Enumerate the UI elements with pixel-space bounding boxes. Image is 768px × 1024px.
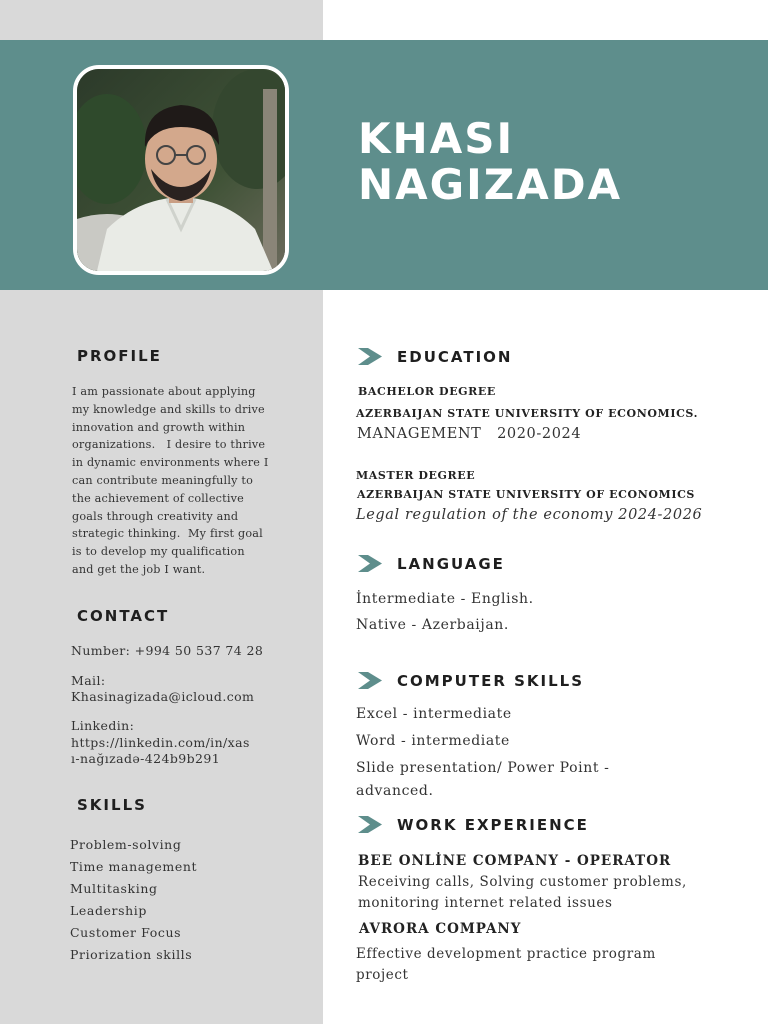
chevron-right-icon <box>358 816 382 833</box>
master-degree: MASTER DEGREE <box>356 469 476 482</box>
profile-line: organizations. I desire to thrive <box>72 438 266 452</box>
profile-heading: PROFILE <box>77 347 162 365</box>
job-title: BEE ONLİNE COMPANY - OPERATOR <box>358 853 672 869</box>
phone-number: Number: +994 50 537 74 28 <box>71 643 264 658</box>
mail-label: Mail: <box>71 673 106 688</box>
skill-item: Time management <box>70 859 198 874</box>
skills-heading: SKILLS <box>77 796 147 814</box>
portrait-image <box>77 69 285 271</box>
skill-item: Customer Focus <box>70 925 182 940</box>
job-description: Effective development practice program <box>356 946 656 962</box>
contact-heading: CONTACT <box>77 607 170 625</box>
chevron-right-icon <box>358 348 382 365</box>
linkedin-link-line2[interactable]: ı-nağızadə-424b9b291 <box>71 751 221 766</box>
bachelor-school: AZERBAIJAN STATE UNIVERSITY OF ECONOMICS. <box>356 407 698 420</box>
computer-skill-item: Word - intermediate <box>356 733 510 749</box>
profile-line: strategic thinking. My first goal <box>72 527 263 541</box>
linkedin-link-line1[interactable]: https://linkedin.com/in/xas <box>71 735 250 750</box>
profile-line: can contribute meaningfully to <box>72 473 254 487</box>
candidate-name <box>358 116 622 208</box>
chevron-right-icon <box>358 555 382 572</box>
work-experience-heading: WORK EXPERIENCE <box>397 816 589 834</box>
skill-item: Priorization skills <box>70 947 193 962</box>
profile-line: is to develop my qualification <box>72 545 245 559</box>
computer-skill-item: Slide presentation/ Power Point - <box>356 760 610 776</box>
master-detail: Legal regulation of the economy 2024-2026 <box>356 507 703 523</box>
profile-line: I am passionate about applying <box>72 385 256 398</box>
language-heading: LANGUAGE <box>397 555 505 573</box>
profile-line: the achievement of collective <box>72 491 244 505</box>
job-description: project <box>356 967 409 983</box>
linkedin-label: Linkedin: <box>71 718 135 733</box>
profile-line: in dynamic environments where I <box>72 456 269 470</box>
computer-skills-heading: COMPUTER SKILLS <box>397 672 585 690</box>
computer-skill-item: advanced. <box>356 783 434 799</box>
bachelor-detail: MANAGEMENT 2020-2024 <box>357 426 582 442</box>
profile-line: goals through creativity and <box>72 509 239 523</box>
skill-item: Problem-solving <box>70 837 182 852</box>
skill-item: Leadership <box>70 903 147 918</box>
skills-list <box>70 834 197 966</box>
profile-line: innovation and growth within <box>72 420 246 434</box>
email-link[interactable]: Khasinagizada@icloud.com <box>71 689 255 704</box>
job-description: monitoring internet related issues <box>358 895 613 911</box>
education-heading: EDUCATION <box>397 348 513 366</box>
job-title: AVRORA COMPANY <box>359 921 522 937</box>
job-description: Receiving calls, Solving customer problems, <box>358 874 687 890</box>
profile-photo <box>73 65 289 275</box>
first-name: KHASI <box>358 114 515 163</box>
skill-item: Multitasking <box>70 881 158 896</box>
master-school: AZERBAIJAN STATE UNIVERSITY OF ECONOMICS <box>357 488 695 501</box>
last-name: NAGIZADA <box>358 160 623 209</box>
computer-skill-item: Excel - intermediate <box>356 706 512 722</box>
profile-line: my knowledge and skills to drive <box>72 402 265 416</box>
chevron-right-icon <box>358 672 382 689</box>
bachelor-degree: BACHELOR DEGREE <box>358 385 496 398</box>
language-item: Native - Azerbaijan. <box>356 617 509 633</box>
language-item: İntermediate - English. <box>356 591 534 607</box>
profile-text <box>72 383 282 579</box>
profile-line: and get the job I want. <box>72 562 206 576</box>
